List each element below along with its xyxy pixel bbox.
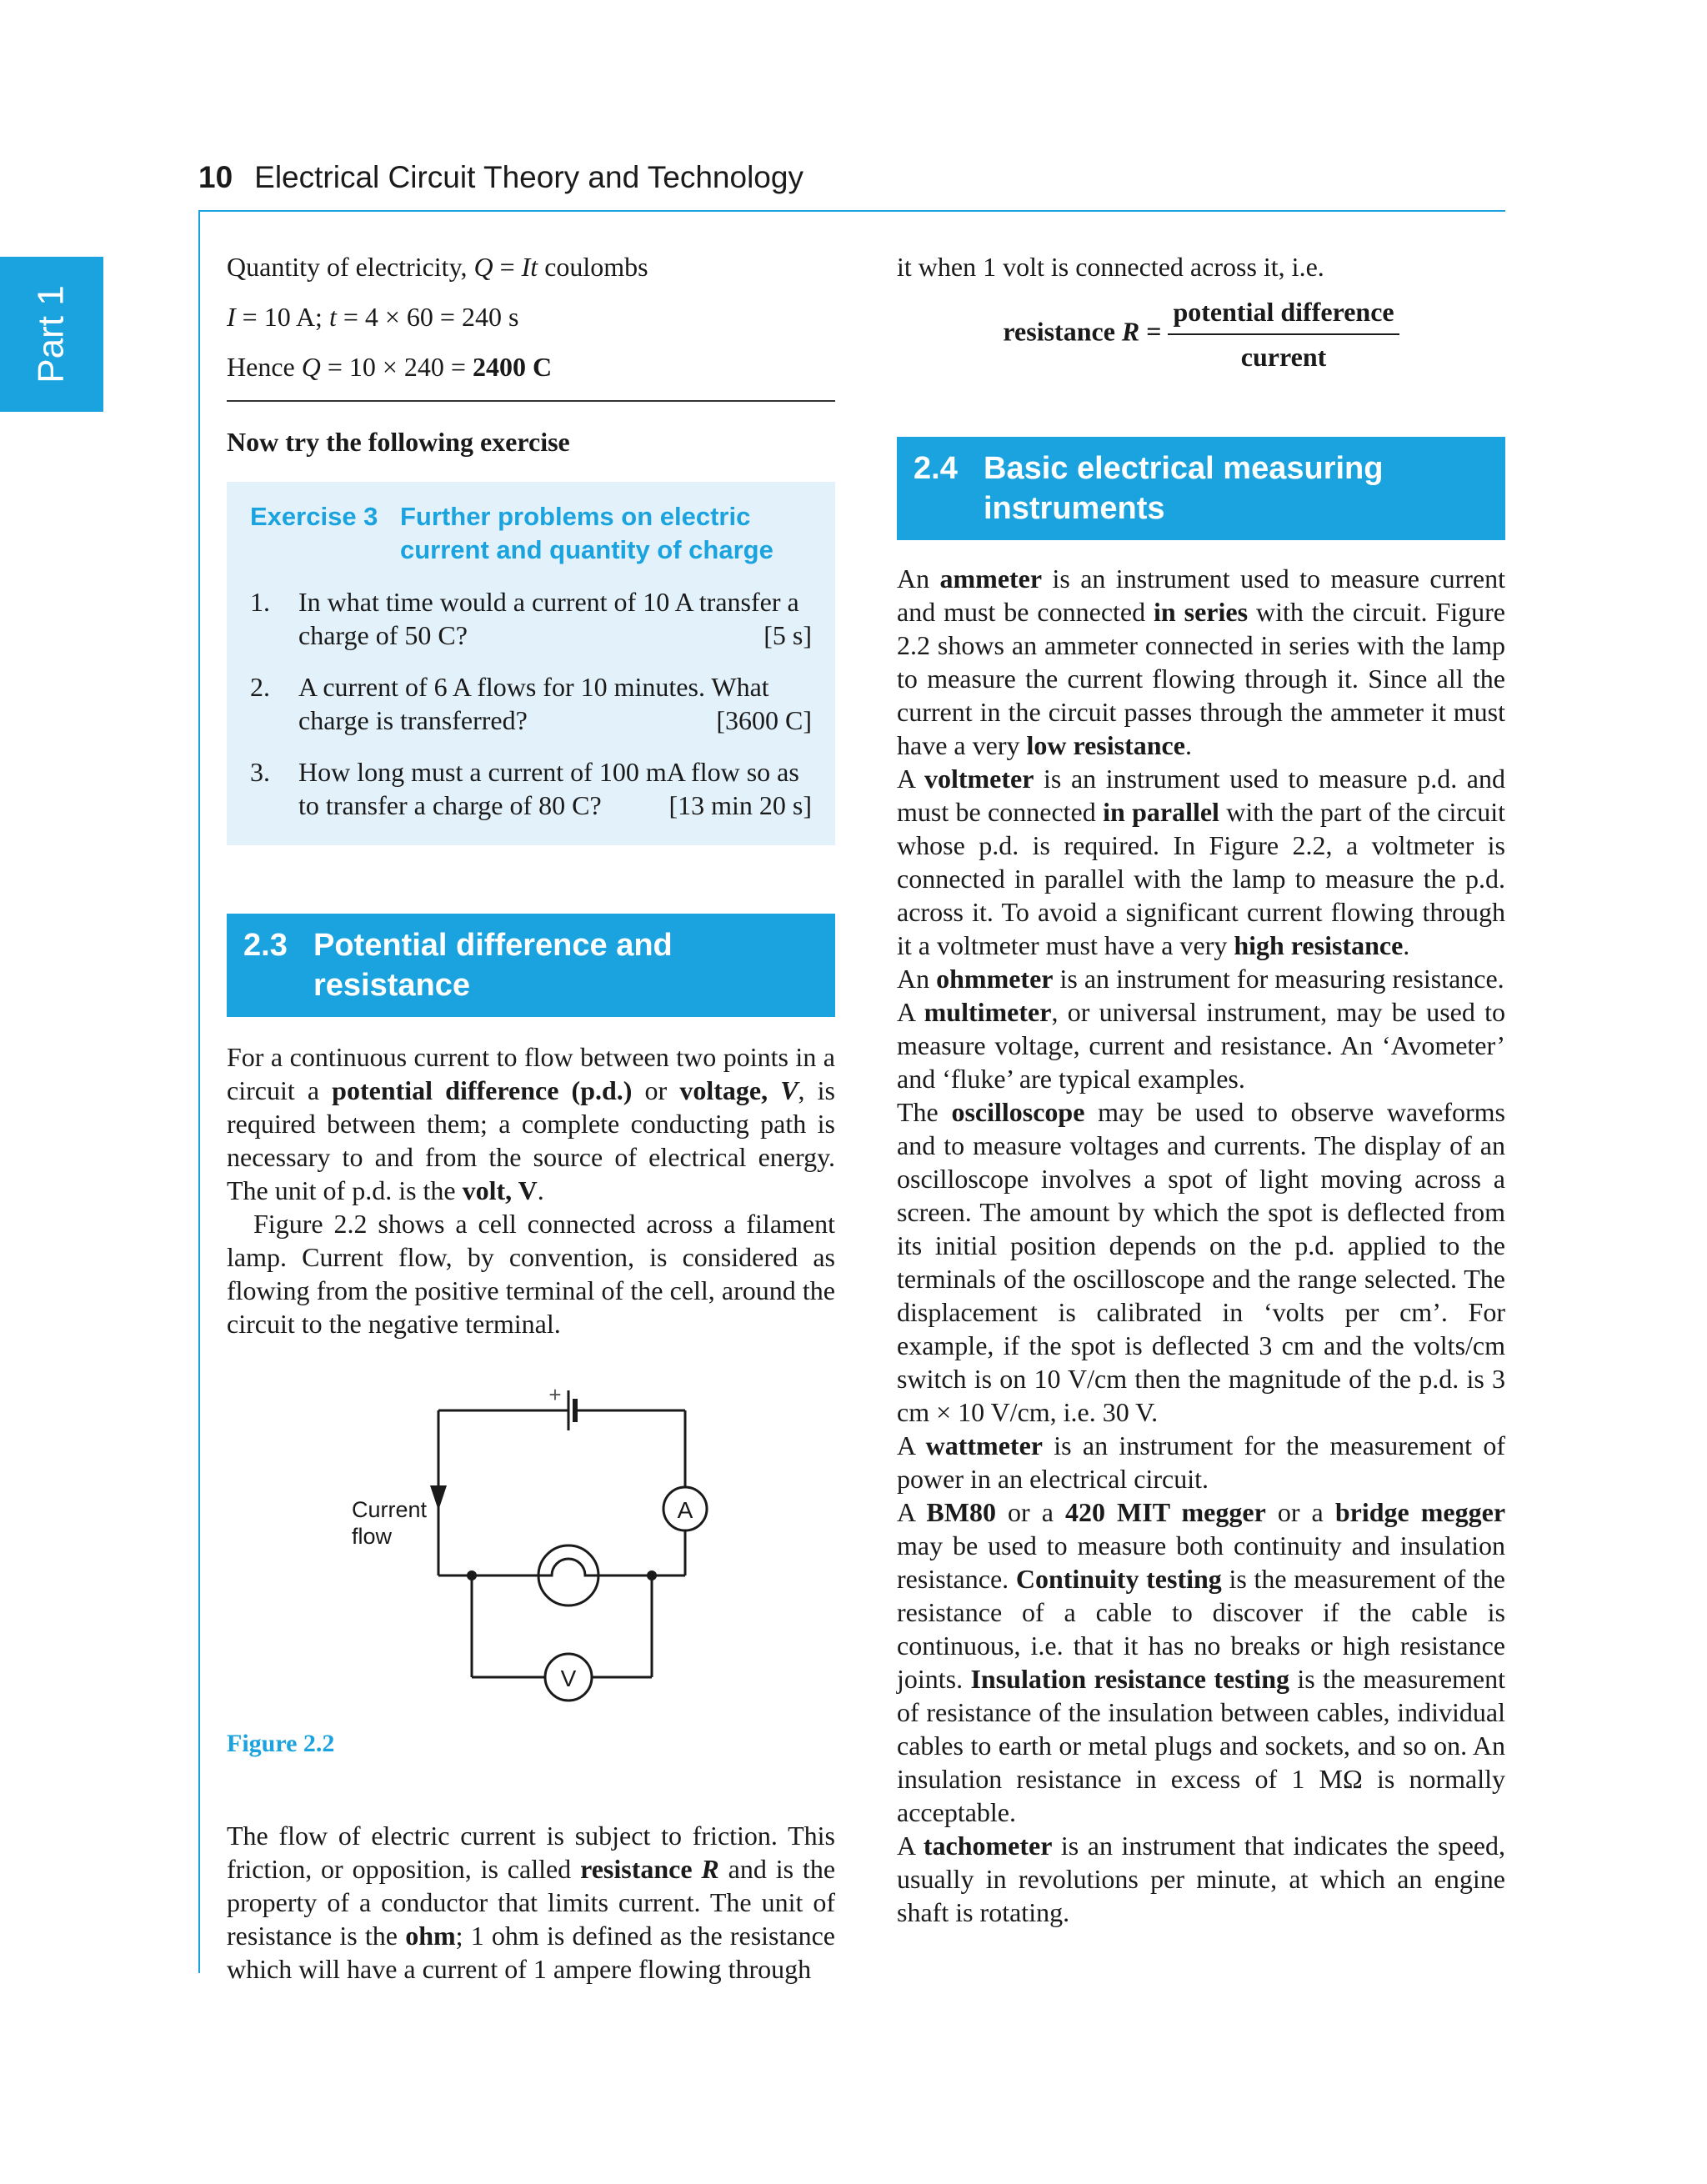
paragraph-ohmmeter: An ohmmeter is an instrument for measuring resistance. [897,964,1504,994]
plus-terminal-label: + [548,1382,562,1407]
right-column [897,250,1505,1929]
paragraph-tachometer: A tachometer is an instrument that indicates the speed, usually in revolutions per minute, at which an engine shaft is rotating. [897,1831,1506,1927]
exercise-box [227,482,835,845]
current-arrow-icon [430,1485,447,1510]
paragraph-oscilloscope: The oscilloscope may be used to observe waveforms and to measure voltages and currents. The display of an oscilloscope involves a spot of light moving across a screen. The amount by which the spot is deflected from its initial position depends on the p.d. applied to the terminals of the oscilloscope and the range selected. The displacement is calibrated in ‘volts per cm’. For example, if the spot is deflected 3 cm and the volts/cm switch is on 10 V/cm then the magnitude of the p.d. is 3 cm × 10 V/cm, i.e. 30 V. [897,1097,1506,1427]
exercise-answer: [3600 C] [716,705,812,735]
paragraph-resistance: The flow of electric current is subject to friction. This friction, or opposition, is called resistance R and is the property of a conductor that limits current. The unit of resistance is the ohm; 1 ohm is defined as the resistance which will have a current of 1 ampere flowing through [227,1821,836,1984]
margin-rule [198,210,200,1973]
paragraph-ammeter: An ammeter is an instrument used to measure current and must be connected in series with the circuit. Figure 2.2 shows an ammeter connected in series with the lamp to measure the current flowing through it. Since all the current in the circuit passes through the ammeter it must have a very low resistance. [897,564,1505,760]
part-tab-label: Part 1 [30,285,72,383]
section-title: Basic electrical measuring instruments [984,451,1384,526]
equation-quantity: Quantity of electricity, Q = It coulombs [227,252,648,282]
paragraph-figure-reference: Figure 2.2 shows a cell connected across a filament lamp. Current flow, by convention, is considered as flowing from the positive terminal of the cell, around the circuit to the negative terminal. [227,1209,835,1339]
left-column [227,250,835,1340]
exercise-heading: Further problems on electric current and quantity of charge [400,502,773,564]
paragraph-voltmeter: A voltmeter is an instrument used to measure p.d. and must be connected in parallel with the part of the circuit whose p.d. is required. In Figure 2.2, a voltmeter is connected in parallel with the lamp to measure the p.d. across it. To avoid a significant current flowing through it a voltmeter must have a very high resistance. [897,764,1506,960]
ammeter-label: A [677,1497,693,1523]
part-tab [0,257,103,412]
circuit-figure [333,1367,733,1734]
running-header [198,160,803,196]
current-flow-label-2: flow [352,1524,393,1549]
exercise-item: 2. A current of 6 A flows for 10 minutes. What charge is transferred? [3600 C] [250,672,812,735]
current-flow-label: Current [352,1497,428,1522]
section-heading-2-4 [897,437,1505,540]
paragraph-wattmeter: A wattmeter is an instrument for the measurement of power in an electrical circuit. [897,1430,1506,1494]
exercise-answer: [13 min 20 s] [668,790,812,820]
exercise-number: Exercise 3 [250,502,378,531]
paragraph-megger: A BM80 or a 420 MIT megger or a bridge megger may be used to measure both continuity and insulation resistance. Continuity testing is the measurement of the resistance of a cable to discover if the cable is continuous, i.e. that it has no breaks or high resistance joints. Insulation resistance testing is the measurement of resistance of the insulation between cables, individual cables to earth or metal plugs and sockets, and so on. An insulation resistance in excess of 1 MΩ is normally acceptable. [897,1497,1506,1827]
exercise-item: 3. How long must a current of 100 mA flow so as to transfer a charge of 80 C? [13 min 20 s] [250,757,812,820]
section-heading-2-3 [227,914,835,1017]
exercise-intro: Now try the following exercise [227,427,570,457]
voltmeter-label: V [560,1666,577,1691]
divider [227,400,835,402]
header-rule [198,210,1505,212]
paragraph-potential-difference: For a continuous current to flow between two points in a circuit a potential difference (p.d.) or voltage, V, is required between them; a complete conducting path is necessary to and from the source of electrical energy. The unit of p.d. is the volt, V. [227,1042,836,1205]
formula-fraction: $\frac{\text{potential difference}}{\text{current}}$ [1168,295,1399,373]
resistance-formula: resistance R = $\frac{\text{potential difference}}{\text{current}}$ [897,295,1505,373]
section-title: Potential difference and resistance [313,928,673,1003]
page-number: 10 [198,160,233,194]
section-number: 2.4 [914,451,958,486]
paragraph-multimeter: A multimeter, or universal instrument, may be used to measure voltage, current and resistance. An ‘Avometer’ and ‘fluke’ are typical examples. [897,997,1506,1094]
exercise-item: 1. In what time would a current of 10 A transfer a charge of 50 C? [5 s] [250,587,812,650]
left-column-lower [227,1727,835,1986]
equation-values: I = 10 A; t = 4 × 60 = 240 s [227,302,519,332]
figure-caption: Figure 2.2 [227,1730,335,1757]
paragraph-continuation: it when 1 volt is connected across it, i.e. [897,252,1324,282]
exercise-title [250,500,812,567]
equation-result: Hence Q = 10 × 240 = 2400 C [227,352,553,382]
exercise-answer: [5 s] [763,620,812,650]
running-title: Electrical Circuit Theory and Technology [254,160,803,194]
section-number: 2.3 [243,928,288,963]
